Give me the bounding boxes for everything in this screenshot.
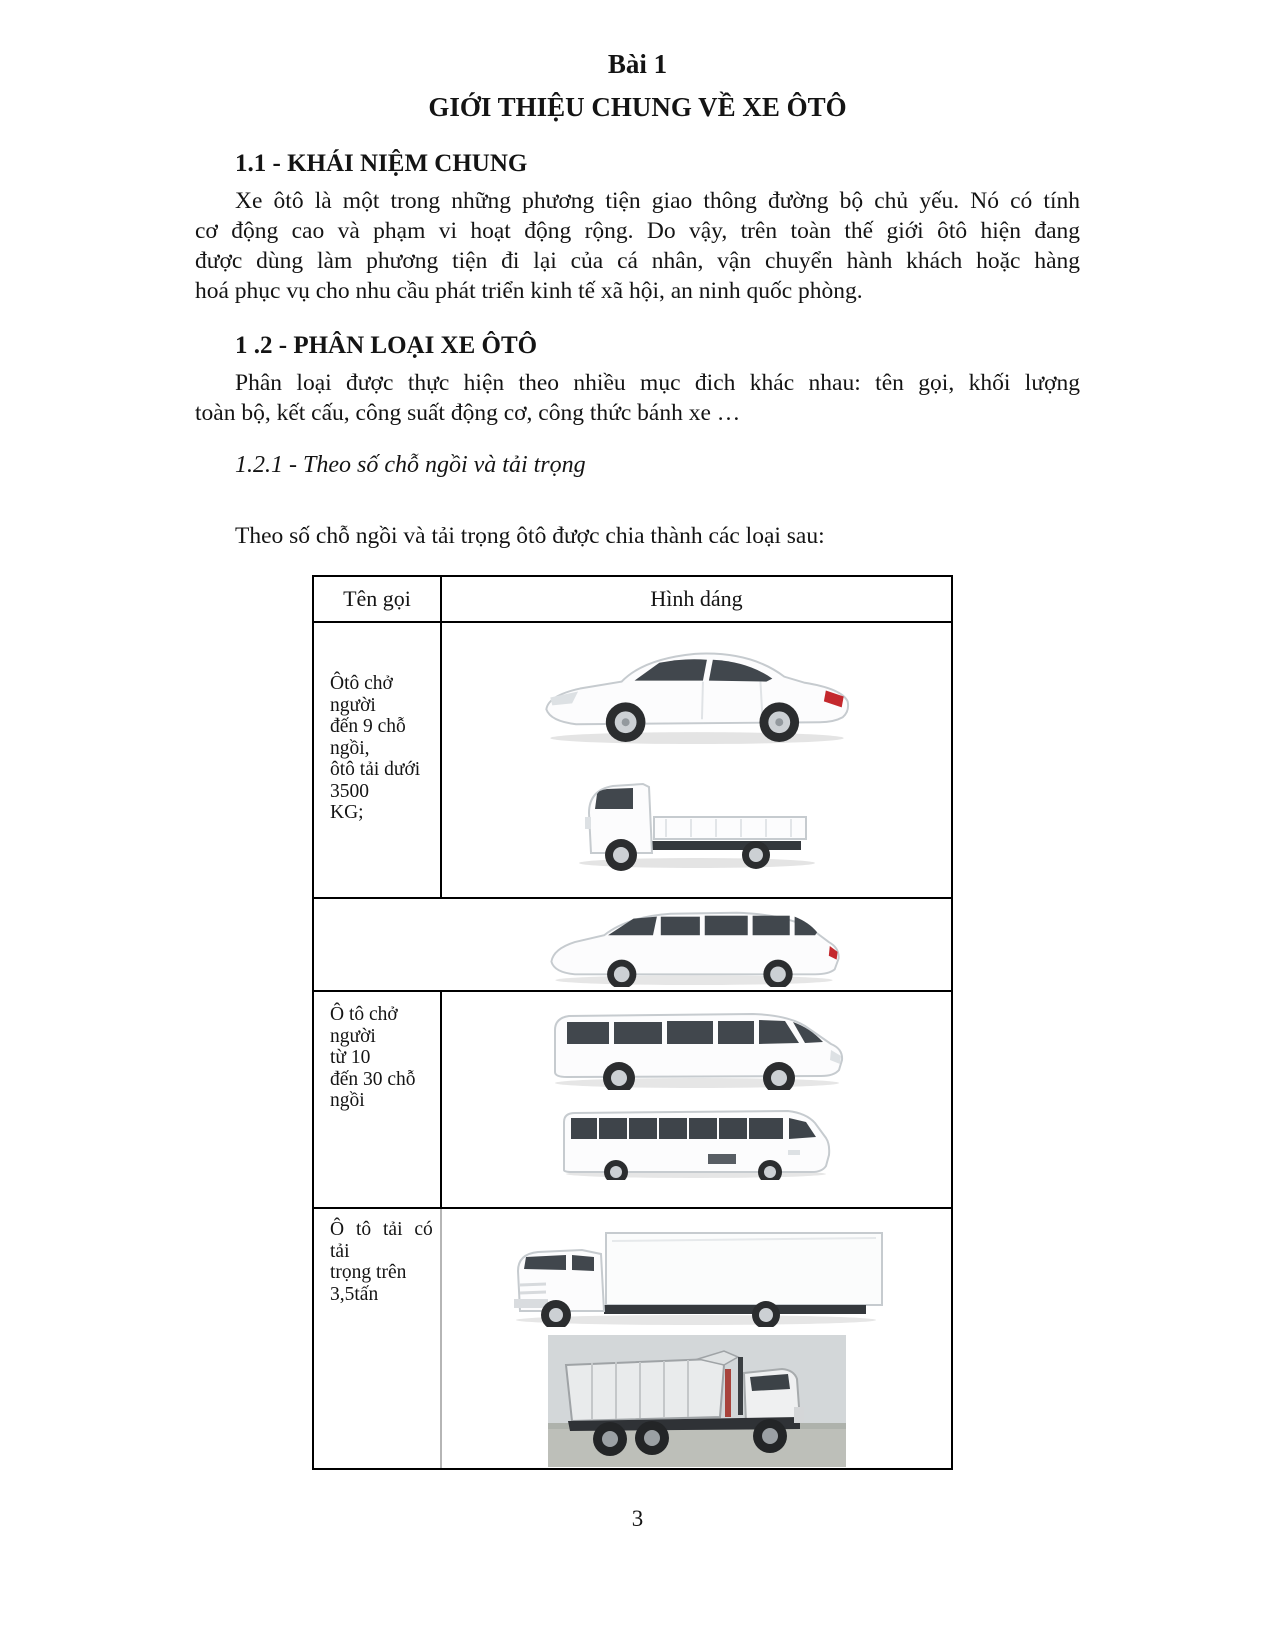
dump-truck-image (548, 1335, 846, 1467)
row-label-line: trọng trên 3,5tấn (330, 1262, 407, 1305)
table-row (314, 990, 951, 1207)
section-1-1-heading: 1.1 - KHÁI NIỆM CHUNG (235, 150, 528, 177)
paragraph-line: Phân loại được thực hiện theo nhiều mục đich khác nhau: tên gọi, khối lượng (235, 370, 1080, 396)
table-intro-paragraph (195, 521, 1080, 551)
row-label-line: đến 9 chỗ ngồi, (330, 716, 406, 759)
table-header-name: Tên gọi (314, 577, 442, 621)
paragraph-line: hoá phục vụ cho nhu cầu phát triển kinh tế xã hội, an ninh quốc phòng. (195, 278, 863, 304)
table-header-shape: Hình dáng (650, 586, 743, 611)
lesson-number-title: Bài 1 (607, 49, 668, 79)
sedan-image (537, 636, 857, 748)
paragraph-line: Theo số chỗ ngồi và tải trọng ôtô được chia thành các loại sau: (235, 523, 825, 549)
paragraph-line: cơ động cao và phạm vi hoạt động rộng. Do vậy, trên toàn thế giới ôtô hiện đang (195, 218, 1080, 244)
row-label (314, 1209, 442, 1468)
section-1-2-paragraph (195, 368, 1080, 428)
paragraph-line: được dùng làm phương tiện đi lại của cá nhân, vận chuyển hành khách hoặc hàng (195, 248, 1080, 274)
section-1-1-paragraph (195, 186, 1080, 306)
table-row (314, 621, 951, 897)
lesson-title: GIỚI THIỆU CHUNG VỀ XE ÔTÔ (428, 92, 847, 122)
row-images (442, 992, 951, 1207)
minivan-image (542, 903, 847, 987)
row-label-line: từ 10 (330, 1047, 371, 1068)
table-row (314, 1207, 951, 1468)
paragraph-line: toàn bộ, kết cấu, công suất động cơ, công thức bánh xe … (195, 400, 741, 426)
row-label-line: ôtô tải dưới 3500 (330, 759, 421, 802)
row-label-line: đến 30 chỗ ngồi (330, 1068, 416, 1111)
row-label-line: KG; (330, 802, 364, 823)
paragraph-line: Xe ôtô là một trong những phương tiện giao thông đường bộ chủ yếu. Nó có tính (235, 188, 1080, 214)
row-images (442, 623, 951, 897)
section-1-2-heading: 1 .2 - PHÂN LOẠI XE ÔTÔ (235, 332, 538, 359)
row-label (314, 992, 442, 1207)
row-label (314, 623, 442, 897)
vehicle-classification-table (312, 575, 953, 1470)
van-image (547, 1002, 847, 1090)
flatbed-truck-image (571, 765, 823, 871)
table-header-row (314, 577, 951, 621)
row-images (442, 1209, 951, 1468)
section-1-2-1-heading: 1.2.1 - Theo số chỗ ngồi và tải trọng (235, 452, 586, 478)
row-label-line: Ô tô tải có tải (330, 1219, 433, 1262)
coaster-bus-image (558, 1106, 835, 1180)
row-label-line: Ô tô chở người (330, 1004, 398, 1047)
box-truck-image (504, 1227, 889, 1327)
table-row-merged (314, 897, 951, 990)
page-number: 3 (631, 1506, 644, 1531)
row-label-line: Ôtô chở người (330, 673, 393, 716)
